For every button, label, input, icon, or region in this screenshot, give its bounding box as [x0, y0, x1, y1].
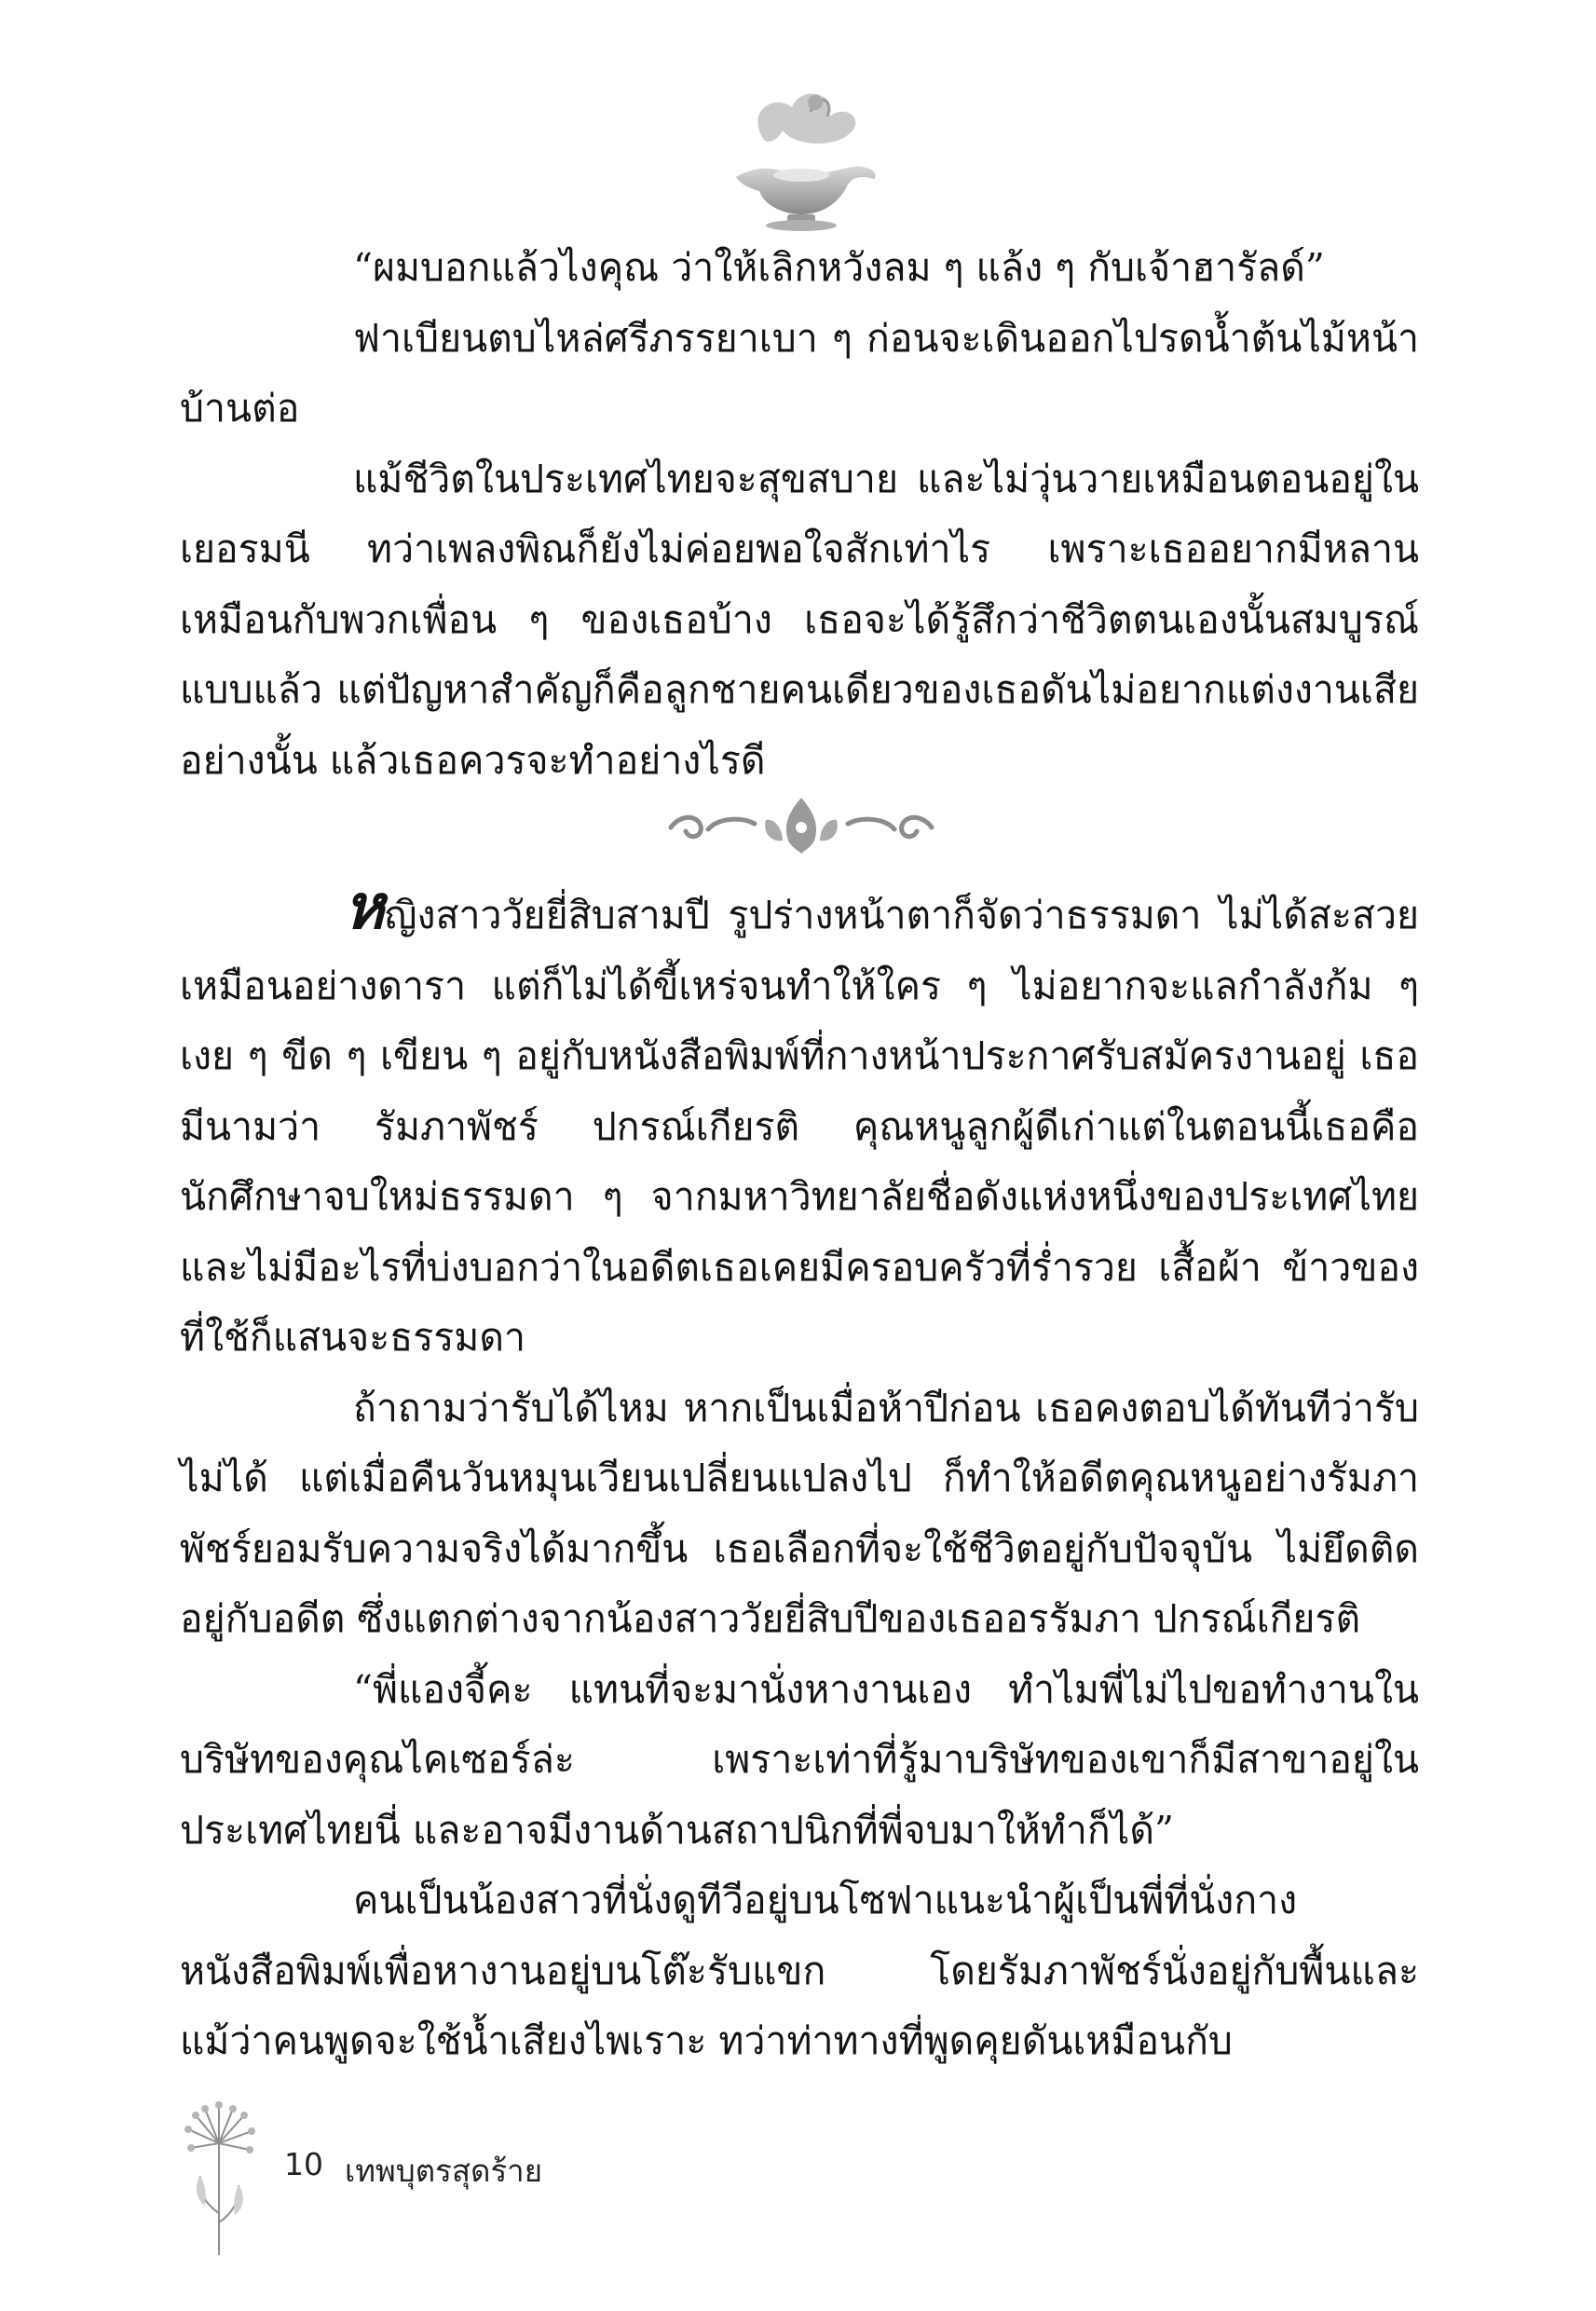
running-title: เทพบุตรสุดร้าย — [345, 2153, 543, 2189]
section-2 — [180, 870, 1419, 2077]
section-1 — [180, 233, 1419, 796]
flower-icon — [177, 2101, 261, 2260]
drop-cap: ห — [344, 870, 385, 943]
paragraph: “ผมบอกแล้วไงคุณ ว่าให้เลิกหวังลม ๆ แล้ง ๆ กับเจ้าฮารัลด์” — [353, 245, 1325, 290]
paragraph: แม้ชีวิตในประเทศไทยจะสุขสบาย และไม่วุ่นวายเหมือนตอนอยู่ในเยอรมนี ทว่าเพลงพิณก็ยังไม่ค่อยพอใจสักเท่าไร เพราะเธออยากมีหลานเหมือนกับพวกเพื่อน ๆ ของเธอบ้าง เธอจะได้รู้สึกว่าชีวิตตนเองนั้นสมบูรณ์แบบแล้ว แต่ปัญหาสำคัญก็คือลูกชายคนเดียวของเธอดันไม่อยากแต่งงานเสียอย่างนั้น แล้วเธอควรจะทำอย่างไรดี — [180, 456, 1419, 783]
genie-lamp-icon — [708, 75, 894, 233]
paragraph: คนเป็นน้องสาวที่นั่งดูทีวีอยู่บนโซฟาแนะนำผู้เป็นพี่ที่นั่งกางหนังสือพิมพ์เพื่อหางานอยู่บนโต๊ะรับแขก โดยรัมภาพัชร์นั่งอยู่กับพื้นและแม้ว่าคนพูดจะใช้น้ำเสียงไพเราะ ทว่าท่าทางที่พูดคุยดันเหมือนกับ — [180, 1878, 1419, 2063]
floral-divider-icon — [652, 792, 950, 857]
paragraph-text: ญิงสาววัยยี่สิบสามปี รูปร่างหน้าตาก็จัดว่าธรรมดา ไม่ได้สะสวยเหมือนอย่างดารา แต่ก็ไม่ได้ขี้เหร่จนทำให้ใคร ๆ ไม่อยากจะแลกำลังก้ม ๆ เงย ๆ ขีด ๆ เขียน ๆ อยู่กับหนังสือพิมพ์ที่กางหน้าประกาศรับสมัครงานอยู่ เธอมีนามว่า รัมภาพัชร์ ปกรณ์เกียรติ คุณหนูลูกผู้ดีเก่าแต่ในตอนนี้เธอคือนักศึกษาจบใหม่ธรรมดา ๆ จากมหาวิทยาลัยชื่อดังแห่งหนึ่งของประเทศไทย และไม่มีอะไรที่บ่งบอกว่าในอดีตเธอเคยมีครอบครัวที่ร่ำรวย เสื้อผ้า ข้าวของที่ใช้ก็แสนจะธรรมดา — [180, 893, 1419, 1360]
paragraph: ฟาเบียนตบไหล่ศรีภรรยาเบา ๆ ก่อนจะเดินออกไปรดน้ำต้นไม้หน้าบ้านต่อ — [180, 315, 1419, 431]
paragraph: “พี่แองจี้คะ แทนที่จะมานั่งหางานเอง ทำไมพี่ไม่ไปขอทำงานในบริษัทของคุณไคเซอร์ล่ะ เพราะเท่าที่รู้มาบริษัทของเขาก็มีสาขาอยู่ในประเทศไทยนี่ และอาจมีงานด้านสถาปนิกที่พี่จบมาให้ทำก็ได้” — [180, 1666, 1419, 1853]
paragraph-first — [180, 870, 1419, 1374]
page-footer — [177, 2101, 736, 2260]
page-number: 10 — [284, 2146, 323, 2182]
paragraph: ถ้าถามว่ารับได้ไหม หากเป็นเมื่อห้าปีก่อน เธอคงตอบได้ทันทีว่ารับไม่ได้ แต่เมื่อคืนวันหมุนเวียนเปลี่ยนแปลงไป ก็ทำให้อดีตคุณหนูอย่างรัมภาพัชร์ยอมรับความจริงได้มากขึ้น เธอเลือกที่จะใช้ชีวิตอยู่กับปัจจุบัน ไม่ยึดติดอยู่กับอดีต ซึ่งแตกต่างจากน้องสาววัยยี่สิบปีของเธออรรัมภา ปกรณ์เกียรติ — [180, 1385, 1419, 1641]
